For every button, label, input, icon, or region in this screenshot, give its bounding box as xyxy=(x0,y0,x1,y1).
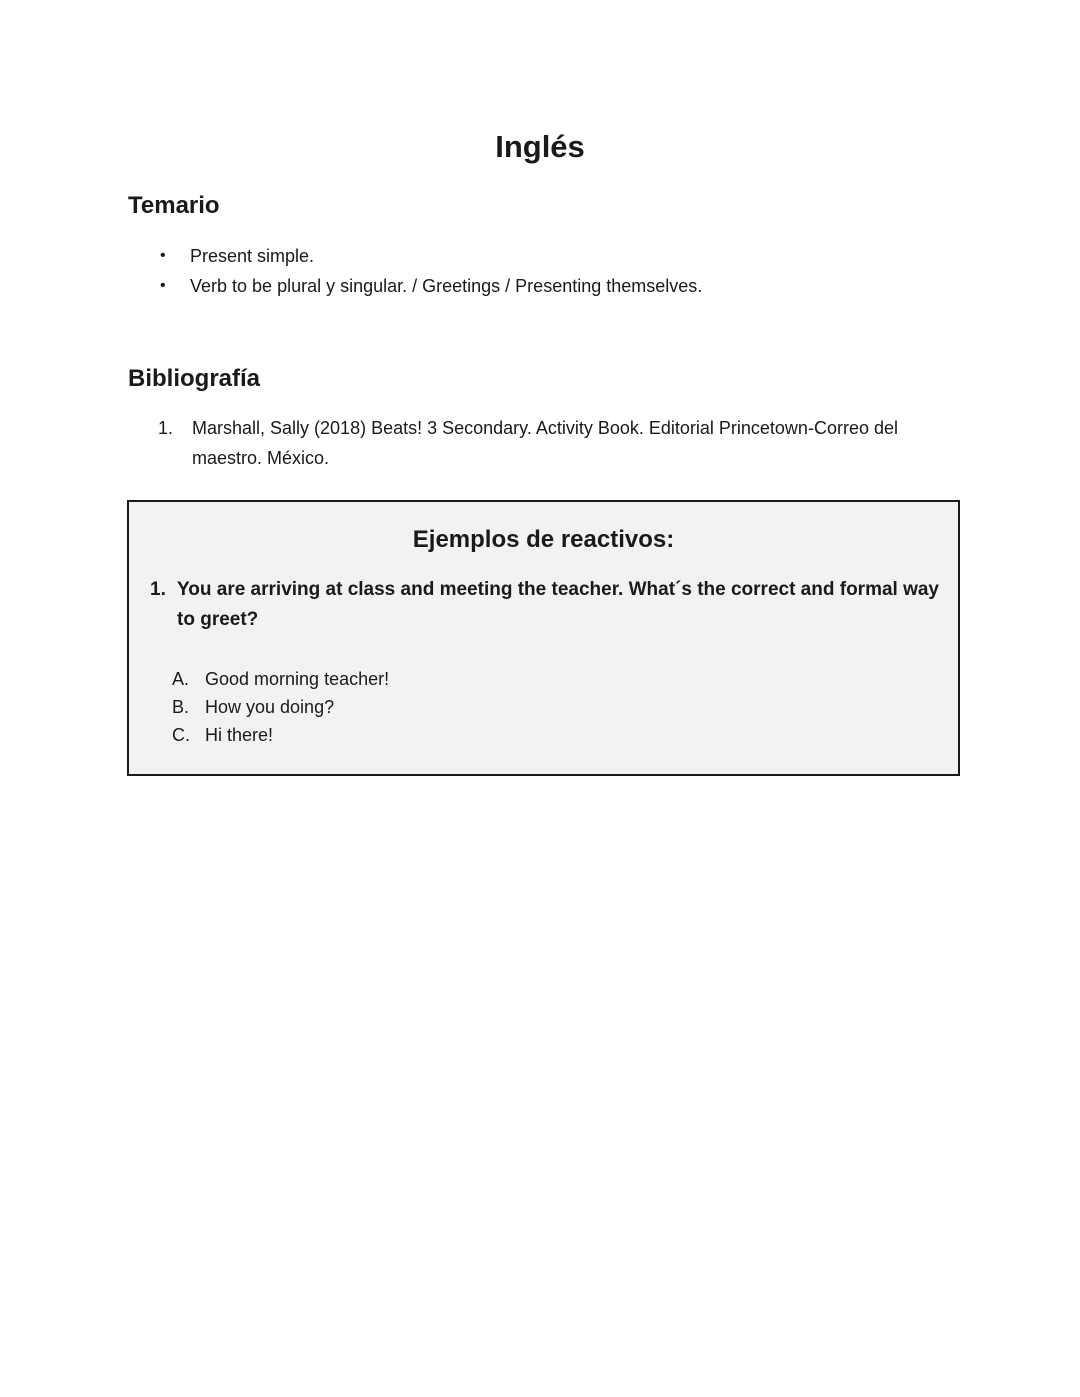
bibliografia-heading: Bibliografía xyxy=(128,365,261,392)
option-text: How you doing? xyxy=(205,696,335,717)
list-item xyxy=(160,241,960,271)
option-text: Hi there! xyxy=(205,724,274,745)
options-list xyxy=(172,665,958,749)
option-row xyxy=(172,721,958,749)
bibliografia-list xyxy=(158,413,968,473)
reactivos-heading: Ejemplos de reactivos: xyxy=(412,526,675,553)
question-number: 1. xyxy=(150,578,166,600)
temario-item-text: Verb to be plural y singular. / Greetings / Presenting themselves. xyxy=(190,276,703,296)
bibliografia-item-text: Marshall, Sally (2018) Beats! 3 Secondary. Activity Book. Editorial Princetown-Correo del maestro. México. xyxy=(192,418,898,468)
bullet-icon: • xyxy=(160,247,166,264)
question-text: You are arriving at class and meeting the teacher. What´s the correct and formal way to greet? xyxy=(177,578,939,630)
page-title: Inglés xyxy=(495,129,585,164)
temario-heading: Temario xyxy=(128,192,220,219)
item-number: 1. xyxy=(158,418,174,438)
temario-list xyxy=(160,241,960,301)
list-item xyxy=(160,271,960,301)
bullet-icon: • xyxy=(160,277,166,294)
list-item xyxy=(158,413,968,473)
option-text: Good morning teacher! xyxy=(205,668,390,689)
option-row xyxy=(172,693,958,721)
option-row xyxy=(172,665,958,693)
temario-item-text: Present simple. xyxy=(190,246,315,266)
question xyxy=(150,575,940,635)
reactivos-box xyxy=(127,500,960,776)
option-letter: B. xyxy=(172,696,190,717)
option-letter: C. xyxy=(172,724,190,745)
option-letter: A. xyxy=(172,668,190,689)
